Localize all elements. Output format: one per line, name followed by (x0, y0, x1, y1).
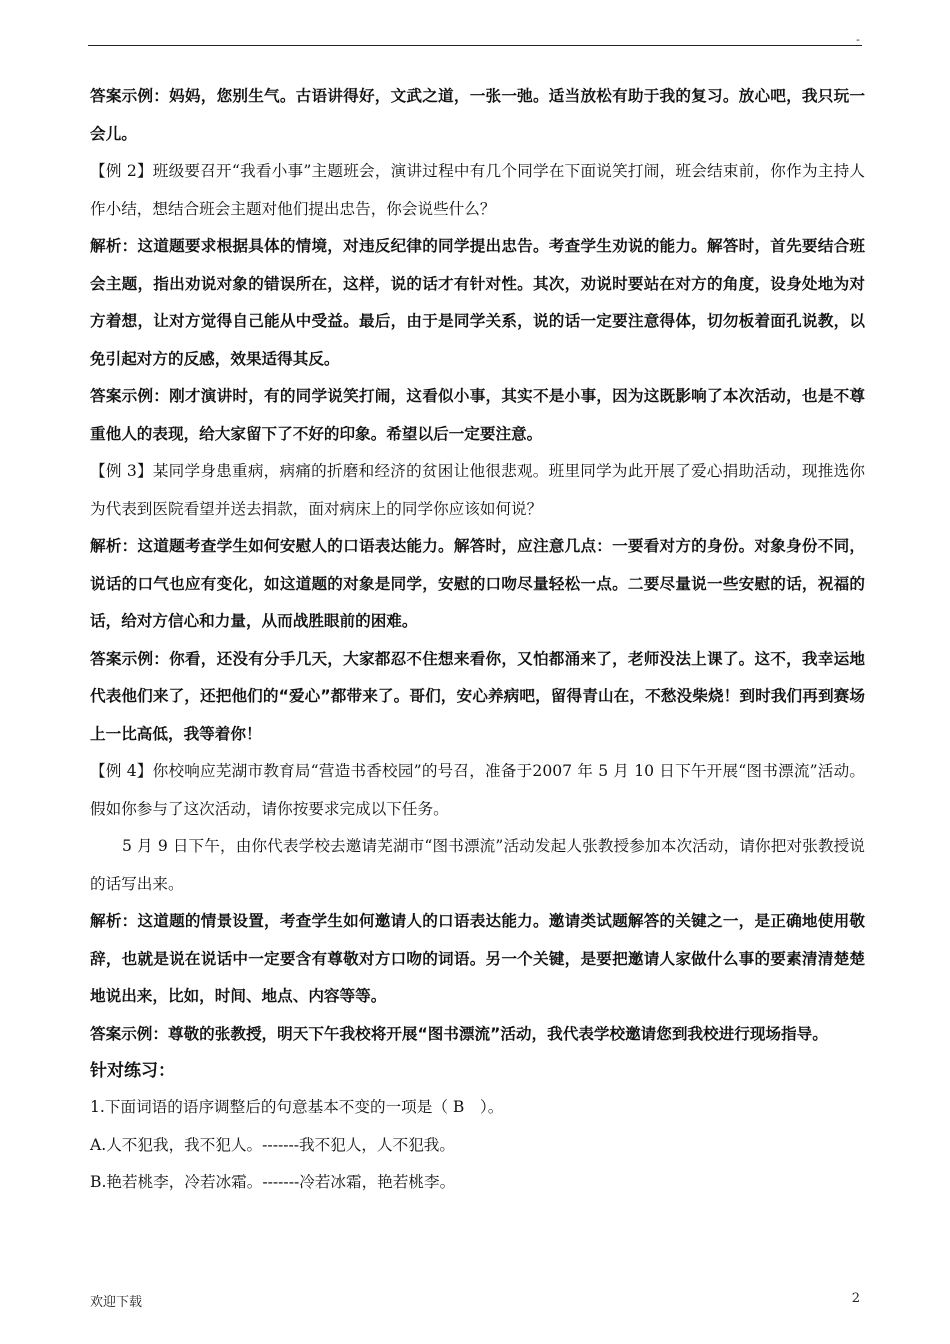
example-4-answer: 答案示例：尊敬的张教授，明天下午我校将开展“图书漂流”活动，我代表学校邀请您到我校进行现场指导。 (90, 1024, 828, 1043)
answer-example-1: 答案示例：妈妈，您别生气。古语讲得好，文武之道，一张一弛。适当放松有助于我的复习。放心吧，我只玩一会儿。 (90, 87, 865, 143)
example-2-question: 【例 2】班级要召开“我看小事”主题班会，演讲过程中有几个同学在下面说笑打闹，班会结束前，你作为主持人作小结，想结合班会主题对他们提出忠告，你会说些什么？ (90, 162, 865, 218)
example-4-analysis: 解析：这道题的情景设置，考查学生如何邀请人的口语表达能力。邀请类试题解答的关键之一，是正确地使用敬辞，也就是说在说话中一定要含有尊敬对方口吻的词语。另一个关键，是要把邀请人家做什么事的要素清清楚楚地说出来，比如，时间、地点、内容等等。 (90, 912, 865, 1005)
example-2-analysis: 解析：这道题要求根据具体的情境，对违反纪律的同学提出忠告。考查学生劝说的能力。解答时，首先要结合班会主题，指出劝说对象的错误所在，这样，说的话才有针对性。其次，劝说时要站在对方的角度，设身处地为对方着想，让对方觉得自己能从中受益。最后，由于是同学关系，说的话一定要注意得体，切勿板着面孔说教，以免引起对方的反感，效果适得其反。 (90, 237, 865, 368)
example-3-question: 【例 3】某同学身患重病，病痛的折磨和经济的贫困让他很悲观。班里同学为此开展了爱心捐助活动，现推选你为代表到医院看望并送去捐款，面对病床上的同学你应该如何说？ (90, 462, 865, 518)
page-number: 2 (851, 1291, 860, 1306)
footer-download-text: 欢迎下载 (90, 1295, 143, 1310)
example-4-task: 5 月 9 日下午，由你代表学校去邀请芜湖市“图书漂流”活动发起人张教授参加本次活动，请你把对张教授说的话写出来。 (90, 837, 865, 893)
example-2-answer: 答案示例：刚才演讲时，有的同学说笑打闹，这看似小事，其实不是小事，因为这既影响了本次活动，也是不尊重他人的表现，给大家留下了不好的印象。希望以后一定要注意。 (90, 387, 865, 443)
example-3-analysis: 解析：这道题考查学生如何安慰人的口语表达能力。解答时，应注意几点：一要看对方的身份。对象身份不同，说话的口气也应有变化，如这道题的对象是同学，安慰的口吻尽量轻松一点。二要尽量说一些安慰的话，祝福的话，给对方信心和力量，从而战胜眼前的困难。 (90, 537, 865, 630)
example-3-answer: 答案示例：你看，还没有分手几天，大家都忍不住想来看你，又怕都涌来了，老师没法上课了。这不，我幸运地代表他们来了，还把他们的“爱心”都带来了。哥们，安心养病吧，留得青山在，不愁没柴烧！到时我们再到赛场上一比高低，我等着你！ (90, 649, 865, 743)
practice-heading: 针对练习： (90, 1061, 175, 1081)
practice-option-b: B.艳若桃李，冷若冰霜。-------冷若冰霜，艳若桃李。 (90, 1173, 456, 1191)
document-body (90, 78, 865, 1202)
header-mark: - (856, 33, 860, 46)
header-rule (88, 45, 862, 46)
practice-option-a: A.人不犯我，我不犯人。-------我不犯人，人不犯我。 (90, 1135, 455, 1154)
example-4-question: 【例 4】你校响应芜湖市教育局“营造书香校园”的号召，准备于2007 年 5 月 10 日下午开展“图书漂流”活动。假如你参与了这次活动，请你按要求完成以下任务。 (90, 762, 865, 818)
practice-question-1: 1.下面词语的语序调整后的句意基本不变的一项是（ B ）。 (90, 1098, 504, 1116)
